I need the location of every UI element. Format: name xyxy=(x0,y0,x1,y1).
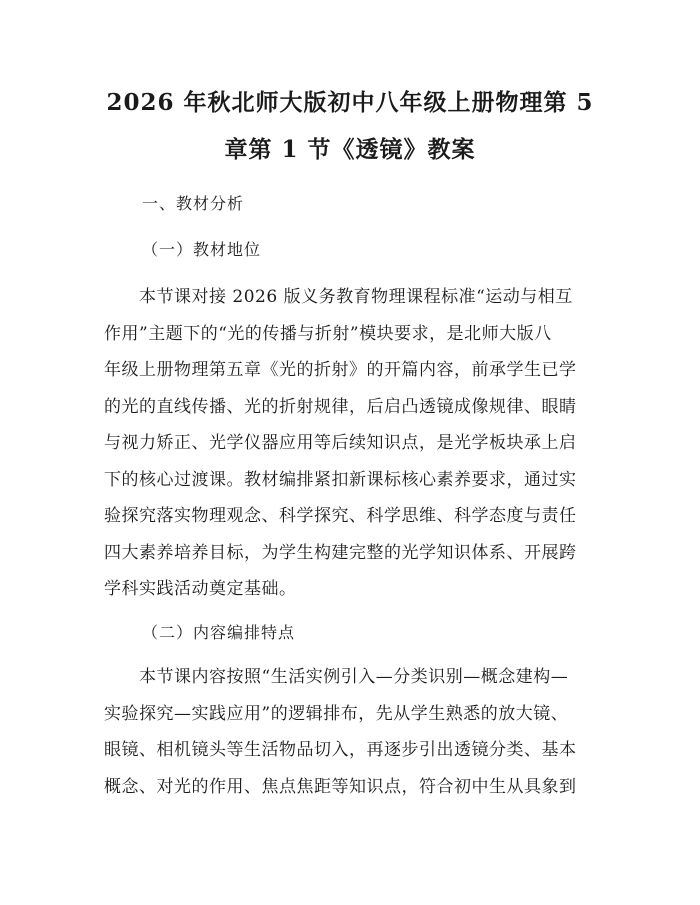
paragraph-line: 实验探究—实践应用”的逻辑排布，先从学生熟悉的放大镜、 xyxy=(104,703,569,724)
paragraph-line: 本节课对接 2026 版义务教育物理课程标准“运动与相互 xyxy=(104,287,573,307)
document-title-line-1: 2026 年秋北师大版初中八年级上册物理第 5 xyxy=(106,89,594,116)
paragraph-line: 概念、对光的作用、焦点焦距等知识点，符合初中生从具象到 xyxy=(104,776,577,797)
paragraph-line: 下的核心过渡课。教材编排紧扣新课标核心素养要求，通过实 xyxy=(104,469,577,490)
paragraph-line: 年级上册物理第五章《光的折射》的开篇内容，前承学生已学 xyxy=(104,360,577,380)
paragraph-line: 四大素养培养目标，为学生构建完整的光学知识体系、开展跨 xyxy=(104,542,577,563)
paragraph-line: 验探究落实物理观念、科学探究、科学思维、科学态度与责任 xyxy=(104,506,577,526)
paragraph-textbook-position xyxy=(104,285,598,614)
paragraph-line: 学科实践活动奠定基础。 xyxy=(104,579,297,599)
paragraph-line: 与视力矫正、光学仪器应用等后续知识点，是光学板块承上启 xyxy=(104,433,577,453)
paragraph-line: 的光的直线传播、光的折射规律，后启凸透镜成像规律、眼睛 xyxy=(104,396,577,417)
subsection-heading-content-features: （二）内容编排特点 xyxy=(142,623,296,642)
section-heading-textbook-analysis: 一、教材分析 xyxy=(142,194,245,213)
paragraph-line: 眼镜、相机镜头等生活物品切入，再逐步引出透镜分类、基本 xyxy=(104,740,577,760)
document-title-line-2: 章第 1 节《透镜》教案 xyxy=(224,136,476,163)
paragraph-content-features xyxy=(104,665,598,811)
paragraph-line: 本节课内容按照“生活实例引入—分类识别—概念建构— xyxy=(104,667,569,687)
subsection-heading-textbook-position: （一）教材地位 xyxy=(142,240,262,259)
paragraph-line: 作用”主题下的“光的传播与折射”模块要求，是北师大版八 xyxy=(104,323,552,344)
